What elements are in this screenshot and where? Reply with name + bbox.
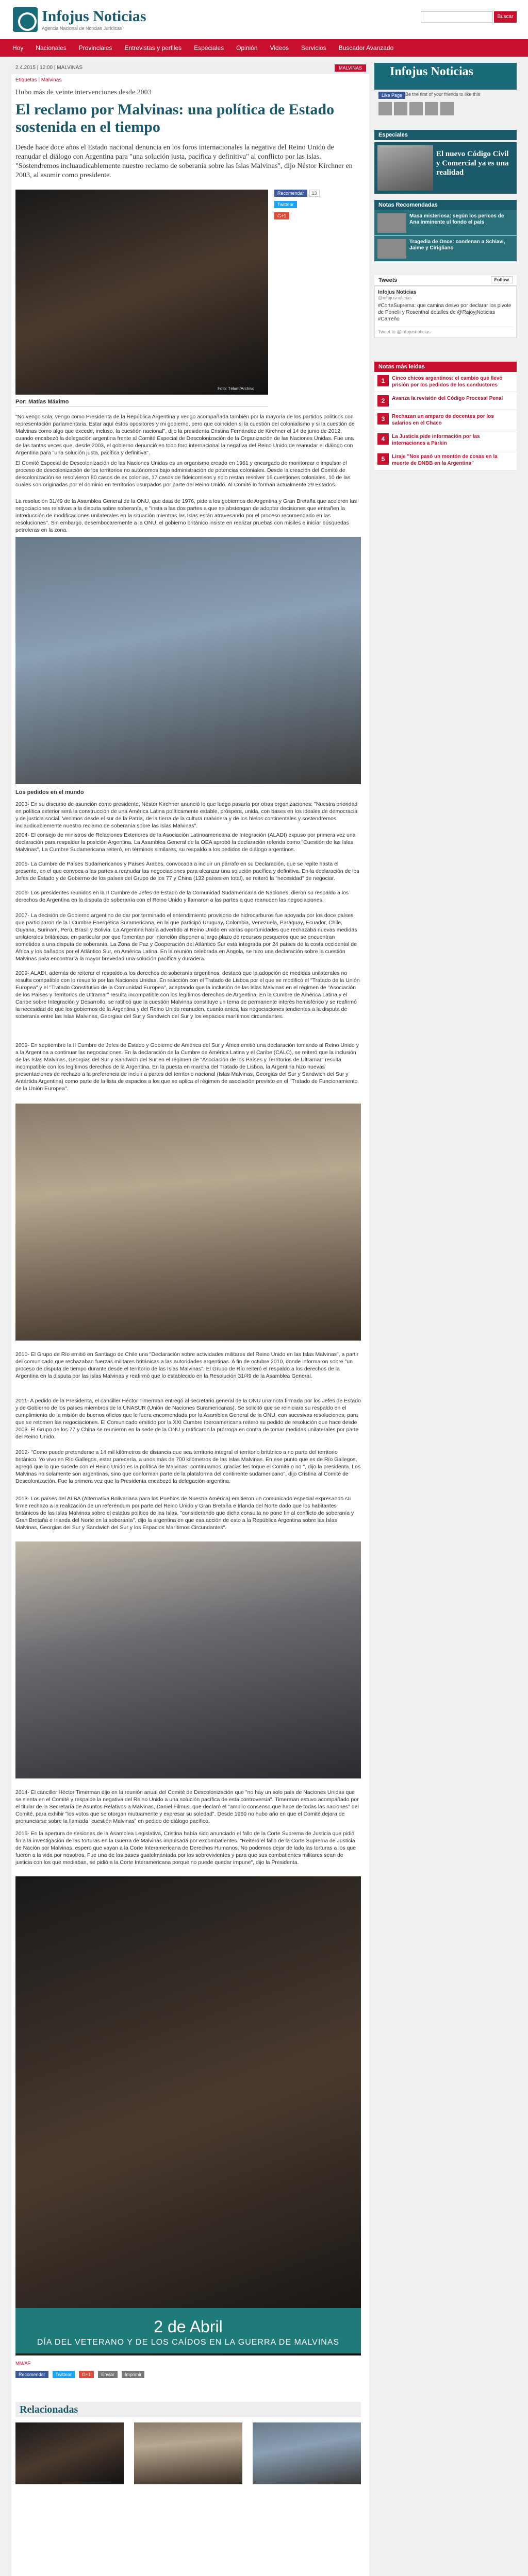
gplus-button[interactable]: G+1: [274, 212, 289, 219]
mas-leidas-heading: Notas más leídas: [374, 362, 517, 372]
nav-item-nacionales[interactable]: Nacionales: [36, 44, 67, 52]
logo-icon: [13, 7, 38, 32]
most-read-item[interactable]: [374, 372, 517, 392]
most-read-rank: 4: [377, 433, 389, 445]
recommended-thumb: [377, 213, 406, 233]
avatar: [440, 102, 454, 115]
nav-item-servicios[interactable]: Servicios: [301, 44, 326, 52]
nav-item-opinion[interactable]: Opinión: [236, 44, 258, 52]
paragraph: "No vengo sola, vengo como Presidenta de la República Argentina y vengo acompañada también por la mayoría de los partidos políticos con representación parlamentaria. Estar aquí éstos opositores y mi gobierno, pero que coinciden si la cuestión del colonialismo y si la cuestión de Malvinas como algo que excede, incluso, la cuestión nacional", dijo la presidenta Cristina Fernández de Kirchner el 14 de junio de 2012, cuando encabezó la delegación argentina frente al Comité Especial de Descolonización de la Organización de las Naciones Unidas. Fue una de las tantas veces que, desde 2003, el gobierno denunció en todo foro internacional la negativa del Reino Unido de reanudar el diálogo con Argentina para "una solución justa, pacífica y definitiva".: [15, 414, 355, 456]
follow-button[interactable]: Follow: [491, 276, 513, 283]
most-read-title[interactable]: La Justicia pide información por las internaciones a Parkin: [392, 434, 480, 446]
most-read-title[interactable]: Rechazan un amparo de docentes por los salarios en el Chaco: [392, 414, 494, 426]
paragraph: 2003- En su discurso de asunción como presidente, Néstor Kirchner anunció lo que luego pasaría por otras organizaciones: "Nuestra prioridad en política exterior será la construcción de una América Latina políticamente estable, próspera, unida, con bases en los ideales de democracia y de justicia social. Venimos desde el sur de la Patria, de la tierra de la cultura malvinera y de los hielos continentales y sostendremos inclaudicablemente nuestro reclamo de soberanía sobre las Islas Malvinas".: [15, 801, 358, 829]
most-read-title[interactable]: Avanza la revisión del Código Procesal Penal: [392, 396, 503, 401]
fb-like-text: Be the first of your friends to like this: [405, 92, 481, 97]
especial-card[interactable]: [374, 142, 517, 194]
recommended-title[interactable]: Tragedia de Once: condenan a Schiavi, Jaime y Cirigliano: [409, 239, 505, 251]
nav-item-videos[interactable]: Videos: [270, 44, 289, 52]
article-photo: [15, 1541, 361, 1778]
paragraph: 2012- "Como puede pretenderse a 14 mil kilómetros de distancia que sea territorio integral el territorio británico a no parte del territorio británico. Yo vivo en Río Gallegos, estar parecería, a unos más de 700 kilómetros de las Islas Malvinas. En ese punto que es de Río Gallegos, agregó que lo que sucede con el Reino Unido es la política de Malvinas: continuamos, gracias les toque el Comité o no ", dijo la presidenta. Los Malvinas no solamente son argentinas, sino que conforman parte de la plataforma del continente sudamericano", dijo Cristina al Comité de Descolonización. Fue la primera vez que la Presidenta encabezó la delegación argentina.: [15, 1449, 361, 1484]
article-photo: [15, 1876, 361, 2355]
search-button[interactable]: Buscar: [494, 11, 517, 23]
article-headline: El reclamo por Malvinas: una política de Estado sostenida en el tiempo: [15, 101, 335, 135]
paragraph: El Comité Especial de Descolonización de las Naciones Unidas es un organismo creado en 1961 y encargado de monitorear e impulsar el proceso de descolonización de los territorios no autónomos bajo administración de potencias coloniales. Desde la creación del Comité de descolonización se resolvieron 80 casos de ex colonias, 17 casos de fideicomisos y solo restan resolver 16 cuestiones coloniales, 10 de las cuales son originadas por el dominio en territorios usurpados por parte del Reino Unido. Al Comité lo forman actualmente 29 Estados.: [15, 460, 351, 488]
banner-text: DÍA DEL VETERANO Y DE LOS CAÍDOS EN LA GUERRA DE MALVINAS: [37, 2338, 340, 2347]
fb-like-button[interactable]: Like Page: [378, 92, 405, 99]
related-item[interactable]: [253, 2422, 361, 2442]
gplus-button[interactable]: G+1: [79, 2371, 94, 2378]
article-kicker: Hubo más de veinte intervenciones desde 2003: [15, 89, 152, 96]
site-logo[interactable]: [13, 7, 146, 32]
share-panel: [274, 190, 365, 224]
recommended-item[interactable]: [374, 210, 517, 236]
article-meta: [11, 63, 369, 74]
tweet-handle[interactable]: @infojusnoticias: [378, 295, 412, 300]
search-input[interactable]: [421, 11, 493, 23]
tweets-block: [374, 275, 517, 338]
send-button[interactable]: Enviar: [98, 2371, 118, 2378]
especiales-heading: Especiales: [374, 130, 517, 140]
related-thumb[interactable]: [134, 2422, 242, 2484]
nav-item-especiales[interactable]: Especiales: [194, 44, 224, 52]
recommended-item[interactable]: [374, 236, 517, 262]
related-heading: Relacionadas: [15, 2402, 361, 2417]
tweet-author[interactable]: Infojus Noticias: [378, 290, 417, 295]
avatar: [378, 102, 392, 115]
most-read-item[interactable]: [374, 450, 517, 470]
article-photo: [15, 537, 361, 784]
article-lede: Desde hace doce años el Estado nacional denuncia en los foros internacionales la negativa del Reino Unido de reanudar el diálogo con Argentina para "una solución justa, pacífica y definitiva" al conflicto por las islas. "Sostendremos incluaudicablemente nuestro reclamo de soberanía sobre las Islas Malvinas", dijo Néstor Kirchner en 2003, al asumir como presidente.: [15, 144, 353, 179]
print-button[interactable]: Imprimir: [122, 2371, 145, 2378]
mas-leidas-block: [374, 362, 517, 470]
paragraph: 2009- En septiembre la II Cumbre de Jefes de Estado y Gobierno de América del Sur y África emitió una declaración tomando al Reino Unido y a la Argentina a continuar las negociaciones. En la declaración de la Cumbre de América Latina y el Caribe (CALC), se reiteró que la inclusión de las Islas Malvinas, Georgias del Sur y Sandwich del Sur en el régimen de "Asociación de los Países y Territorios de Ultramar" resulta incompatible con los legítimos derechos de la Argentina. En la puesta en marcha del Tratado de Lisboa, la Argentina hizo nuevas presentaciones de rechazo a la preferencia de incluir a partes del territorio nacional (Islas Malvinas, Georgias del Sur y Sandwich del Sur y Antártida Argentina) como parte de la lista de espacios a los que se aplica el régimen de asociación previsto en el "Tratado de Funcionamiento de la Unión Europea".: [15, 1042, 359, 1092]
sidebar-logo[interactable]: [374, 63, 517, 90]
tweet-text: #CorteSuprema: que camina desvo por declarar los pivote de Ponelli y Rosenthal detalles de @RajoyjNoticias #Carreño: [378, 303, 512, 322]
avatar: [394, 102, 407, 115]
tweets-heading-label: Tweets: [378, 277, 398, 283]
related-item[interactable]: [134, 2422, 242, 2442]
most-read-title[interactable]: Cinco chicos argentinos: el cambio que llevó prisión por los pedidos de los conductores: [392, 376, 503, 388]
site-header: [0, 0, 528, 39]
paragraph: 2014- El canciller Héctor Timerman dijo en la reunión anual del Comité de Descolonización que "no hay un solo país de Naciones Unidas que se sienta en el Comité y respalde la negativa del Reino Unido a una solución pacífica de esta controversia". Timerman estuvo acompañado por el titular de la Secretaría de Asuntos Relativos a Malvinas, Daniel Filmus, que declaró el "amplio consenso que hace de todas las naciones" del Comité, para exhibir "los votos que se otorgan mutuamente y expresar su soledad". Desde 1960 no hubo año en que el Comité dejara de pronunciarse sobre la llamada "cuestión Malvinas" en pedido de diálogo pacífico.: [15, 1789, 359, 1824]
nav-item-provinciales[interactable]: Provinciales: [78, 44, 112, 52]
bottom-share-bar: [15, 2371, 148, 2378]
fb-friends: [378, 102, 513, 123]
nav-item-entrevistas[interactable]: Entrevistas y perfiles: [124, 44, 182, 52]
main-nav: [0, 39, 528, 57]
paragraph: 2005- La Cumbre de Países Sudamericanos y Países Árabes, convocada a incluir un párrafo en su Declaración, que se repite hasta el presente, en el que convoca a las partes a reanudar las negociaciones para alcanzar una solución pacífica y definitiva. En la declaración de los Jefes de Estado y de Gobierno de los países del Grupo de los 77 y China (132 países en total), se reiteró la "necesidad" de negociar.: [15, 861, 359, 882]
recomendadas-heading: Notas Recomendadas: [374, 200, 517, 210]
most-read-rank: 1: [377, 375, 389, 386]
subheading: Los pedidos en el mundo: [15, 789, 84, 795]
related-thumb[interactable]: [253, 2422, 361, 2484]
paragraph: 2007- La decisión de Gobierno argentino de dar por terminado el entendimiento provisorio de hidrocarburos fue apoyada por los doce países que participaron de la I Cumbre Energética Suramericana, en la que participó Uruguay, Colombia, Venezuela, Paraguay, Ecuador, Chile, Guyana, Surinam, Perú, Brasil y Bolivia. La Argentina había advertido al Reino Unido en varias oportunidades que rechazaba nuevas medidas unilaterales británicas, en particular por que fomentan por intención disponer a largo plazo de recursos pesqueros que se encuentran sometidos a una disputa de soberanía. La Zona de Paz y Cooperación del Atlántico Sur está integrada por 24 países de la costa occidental de África y los bañados por el Atlántico Sur, en América Latina. En la reunión celebrada en Angola, se hizo una declaración sobre la cuestión Malvinas para encontrar a la mayor brevedad una solución pacífica y duradera.: [15, 912, 357, 962]
avatar: [409, 102, 423, 115]
paragraph: La resolución 31/49 de la Asamblea General de la ONU, que data de 1976, pide a los gobiernos de Argentina y Gran Bretaña que aceleren las negociaciones relativas a la disputa sobre soberanía, e "insta a las dos partes a que se abstengan de adoptar decisiones que entrañen la introducción de modificaciones unilaterales en la situación mientras las Islas están atravesando por el proceso recomendado en las resoluciones". Sin embargo, desembocaremente a la ONU, el gobierno británico insiste en realizar pruebas con misiles e iniciar búsquedas petroleras en la zona.: [15, 498, 357, 533]
most-read-item[interactable]: [374, 410, 517, 430]
paragraph: 2010- El Grupo de Río emitió en Santiago de Chile una "Declaración sobre actividades militares del Reino Unido en las Islas Malvinas", a partir del comunicado que rechazaban fuerzas militares británicas a las autoridades argentinas. A fin de octubre 2010, donde informaron sobre "un proceso de disputa de tiempo durante desde el territorio de las Islas Malvinas". El Grupo de Río reiteró el respaldo a los derechos de la Argentina en la disputa por las Islas Malvinas y reafirmó que lo establecido en la Resolución 31/49 de la Asamblea General.: [15, 1351, 359, 1379]
article: [11, 63, 369, 2576]
article-photo: [15, 1104, 361, 1341]
recommended-title[interactable]: Masa misteriosa: según los pericos de Ana inminente ul fondo el país: [409, 213, 504, 225]
tweet-button[interactable]: Twittear: [274, 201, 297, 208]
tweet-button[interactable]: Twittear: [53, 2371, 75, 2378]
article-tags[interactable]: Etiquetas | Malvinas: [15, 77, 62, 83]
malvinas-banner: [15, 2308, 361, 2353]
recomendadas-block: [374, 200, 517, 262]
paragraph: 2013- Los países del ALBA (Alternativa Bolivariana para los Pueblos de Nuestra América) emitieron un comunicado especial expresando su firme rechazo a la realización de un referéndum por parte del Reino Unido y Gran Bretaña e Irlanda del Norte dado que los habitantes británicos de las Islas Malvinas sobre el estatus político de las Islas, "considerando que dicha consulta no pone fin al conflicto de soberanía y Gran Bretaña e Irlanda del Norte en la soberanía", dijo la argentina en que esa acción de esto a la República Argentina sobre las Islas Malvinas, Georgias del Sur y Sandwich del Sur y los Espacios Marítimos Circundantes".: [15, 1496, 354, 1531]
most-read-rank: 2: [377, 395, 389, 406]
tweet-to-link[interactable]: Tweet to @infojusnoticias: [378, 327, 513, 334]
paragraph: 2011- A pedido de la Presidenta, el canciller Héctor Timerman entregó al secretario general de la ONU una nota firmada por los Jefes de Estado y de Gobierno de los países miembros de la UNASUR (Unión de Naciones Suramericanas). Se solicitó que se reiniciara su respaldo en el cumplimiento de la misión de buenos oficios que le fuera encomendada por la Asamblea General de la ONU, con sucesivas resoluciones, para que se retomen las negociaciones. El Comunicado emitido por la XXI Cumbre Iberoamericana reiteró su pedido de resolución que hace desde 2003. El Grupo de los 77 y China se reunieron en la sede de la ONU y ratificaron la prórroga en contra de tomar medidas unilaterales por parte del Reino Unido.: [15, 1398, 361, 1440]
site-title: Infojus Noticias: [42, 7, 146, 25]
nav-item-buscador[interactable]: Buscador Avanzado: [338, 44, 394, 52]
paragraph: 2009- ALADI, además de reiterar el respaldo a los derechos de soberanía argentinos, destacó que la adopción de medidas unilaterales no resulta compatible con lo resuelto por las Naciones Unidas. En reacción con el Tratado de Lisboa por el que se modificó el "Tratado de la Unión Europea" y el "Tratado Constitutivo de la Comunidad Europea", aceptando que la inclusión de las Islas Malvinas en el régimen de "Asociación de los Países y Territorios de Ultramar" resulta incompatible con los legítimos derechos de Argentina. En la Cumbre de América Latina y el Caribe sobre Integración y Desarrollo, se ratificó que la cuestión Malvinas constituye un tema de permanente interés hemisférico y se reafirmó la necesidad de que los gobiernos de la Argentina y del Reino Unido reanuden, cuanto antes, las negociaciones tendientes a la disputa de soberanía entre las Islas Malvinas, Georgias del Sur y Sandwich del Sur y los espacios marítimos circundantes.: [15, 970, 360, 1020]
especial-photo: [377, 145, 433, 191]
photo-credit: Foto: Télam/Archivo: [218, 386, 255, 391]
most-read-title[interactable]: Liraje "Nos pasó un montón de cosas en la muerte de DNBB en la Argentina": [392, 454, 498, 466]
share-count: 13: [309, 190, 320, 197]
especiales-block: [374, 130, 517, 177]
recommend-button[interactable]: Recomendar: [15, 2371, 48, 2378]
site-subtitle: Agencia Nacional de Noticias Jurídicas: [42, 25, 122, 31]
byline: Por: Matías Máximo: [15, 397, 268, 407]
avatar: [425, 102, 438, 115]
article-initials: MM/AF: [15, 2361, 30, 2366]
most-read-rank: 3: [377, 413, 389, 425]
lead-photo: [15, 190, 268, 395]
recommend-button[interactable]: Recomendar: [274, 190, 307, 197]
paragraph: 2006- Los presidentes reunidos en la II Cumbre de Jefes de Estado de la Comunidad Sudamericana de Naciones, dieron su respaldo a los derechos de Argentina en la disputa de soberanía con el Reino Unido y llamaron a las partes a que reanuden las negociaciones.: [15, 890, 349, 903]
nav-item-hoy[interactable]: Hoy: [12, 44, 24, 52]
especial-title[interactable]: El nuevo Código Civil y Comercial ya es una realidad: [436, 150, 509, 177]
recommended-thumb: [377, 239, 406, 259]
tweets-heading: [374, 275, 517, 286]
article-date: 2.4.2015 | 12:00 | MALVINAS: [15, 65, 83, 71]
most-read-item[interactable]: [374, 430, 517, 450]
related-item[interactable]: [15, 2422, 124, 2450]
banner-date: 2 de Abril: [154, 2317, 223, 2336]
paragraph: 2015- En la apertura de sesiones de la Asamblea Legislativa, Cristina había sido anunciado el fallo de la Corte Suprema de Justicia que pidió fin a la investigación de las torturas en la Guerra de Malvinas impulsada por excombatientes. "Reiteró el fallo de la Corte Suprema de Justicia de Nación por Malvinas, espero que vayan a la Corte Interamericana de Derechos Humanos. No podemos dejar de lado las torturas a los que fueron a la vida por nosotros. Fue una de las bases guatelmántada por los sobrevivientes y para que sus combatientes militares sean de justicia con los que mediaban, se pidió a la Corte Interamericana porque no puede quedar impune", dijo la Presidenta.: [15, 1831, 356, 1866]
tweet: [374, 286, 517, 338]
most-read-item[interactable]: [374, 392, 517, 410]
sidebar-logo-text: Infojus Noticias: [390, 65, 474, 78]
paragraph: 2004- El consejo de ministros de Relaciones Exteriores de la Asociación Latinoamericana de Integración (ALADI) expuso por primera vez una declaración para respaldar la posición Argentina. La Asamblea General de la OEA aprobó la declaración referida como "Cuestión de las Islas Malvinas". La Cumbre Sudamericana reiteró, en términos similares, su respaldo a los pedidos de diálogo argentinos.: [15, 832, 356, 853]
tag-malvinas-button[interactable]: MALVINAS: [335, 64, 366, 72]
related-thumb[interactable]: [15, 2422, 124, 2484]
most-read-rank: 5: [377, 453, 389, 465]
